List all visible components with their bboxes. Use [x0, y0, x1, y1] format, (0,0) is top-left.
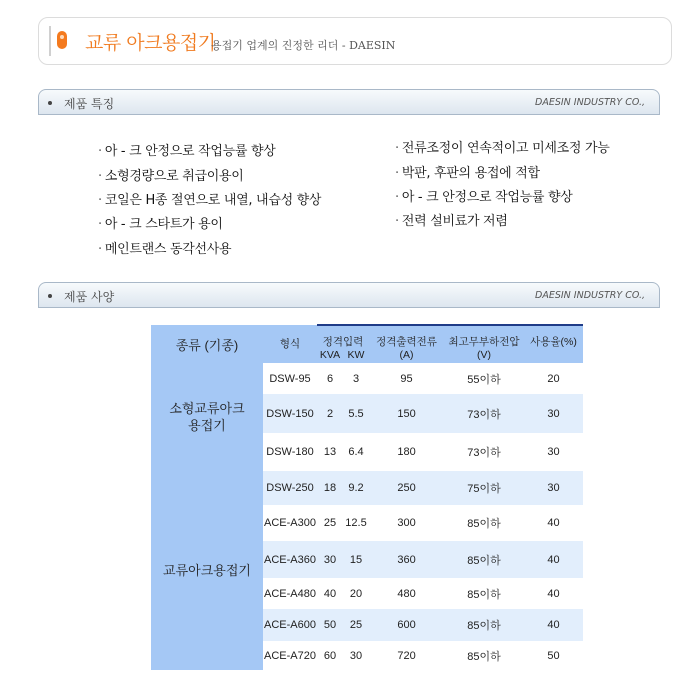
bullet-icon: [48, 101, 52, 105]
header-duty-blank: [524, 349, 583, 363]
cell-model: ACE-A720: [263, 641, 317, 670]
section-company: DAESIN INDUSTRY CO.,: [535, 97, 645, 108]
cell-voltage: 85이하: [444, 505, 524, 541]
cell-model: DSW-180: [263, 433, 317, 471]
cell-model: ACE-A360: [263, 541, 317, 578]
cell-kva: 13: [317, 433, 343, 471]
cell-current: 720: [369, 641, 444, 670]
cell-current: 360: [369, 541, 444, 578]
header-type: 종류 (기종): [151, 325, 263, 363]
cell-duty: 40: [524, 609, 583, 641]
cell-model: DSW-250: [263, 471, 317, 505]
cell-kva: 2: [317, 394, 343, 433]
cell-model: ACE-A600: [263, 609, 317, 641]
section-header-features: [38, 89, 660, 115]
section-header-specs: [38, 282, 660, 308]
header-kw: KW: [343, 349, 369, 363]
section-title: 제품 특징: [64, 97, 115, 111]
cell-kva: 50: [317, 609, 343, 641]
feature-item: · 소형경량으로 취급이용이: [98, 169, 244, 184]
header-output-current: 정격출력전류: [369, 325, 444, 349]
feature-item: · 코일은 H종 절연으로 내열, 내습성 향상: [98, 193, 322, 208]
cell-duty: 20: [524, 363, 583, 394]
category-small-ac-welder: 소형교류아크 용접기: [151, 363, 263, 471]
page-subtitle: 용접기 업계의 진정한 리더 - DAESIN: [211, 39, 396, 52]
cell-model: DSW-95: [263, 363, 317, 394]
title-banner: [38, 17, 672, 65]
header-duty: 사용율(%): [524, 325, 583, 349]
cell-kva: 25: [317, 505, 343, 541]
cell-kw: 25: [343, 609, 369, 641]
feature-item: · 아 - 크 스타트가 용이: [98, 217, 223, 232]
cell-current: 180: [369, 433, 444, 471]
cell-voltage: 85이하: [444, 541, 524, 578]
cell-kva: 18: [317, 471, 343, 505]
title-pill-icon: [57, 31, 67, 49]
cell-duty: 40: [524, 578, 583, 609]
cell-current: 480: [369, 578, 444, 609]
feature-item: · 아 - 크 안정으로 작업능률 향상: [98, 144, 276, 159]
header-model: 형식: [263, 325, 317, 363]
page-title: 교류 아크용접기: [85, 32, 216, 54]
header-voltage-unit: (V): [444, 349, 524, 363]
cell-voltage: 85이하: [444, 578, 524, 609]
feature-item: · 전력 설비료가 저렴: [395, 214, 508, 229]
cell-voltage: 75이하: [444, 471, 524, 505]
cell-kw: 15: [343, 541, 369, 578]
section-title: 제품 사양: [64, 290, 115, 304]
cell-kw: 12.5: [343, 505, 369, 541]
category-ac-welder: 교류아크용접기: [151, 471, 263, 670]
header-no-load-voltage: 최고무부하전압: [444, 325, 524, 349]
cell-current: 95: [369, 363, 444, 394]
cell-current: 300: [369, 505, 444, 541]
spec-table: [151, 324, 583, 670]
title-divider: [49, 26, 51, 56]
cell-voltage: 73이하: [444, 394, 524, 433]
cell-kva: 40: [317, 578, 343, 609]
cell-current: 250: [369, 471, 444, 505]
cell-model: ACE-A480: [263, 578, 317, 609]
cell-current: 150: [369, 394, 444, 433]
cell-current: 600: [369, 609, 444, 641]
header-kva: KVA: [317, 349, 343, 363]
cell-kva: 60: [317, 641, 343, 670]
feature-item: · 아 - 크 안정으로 작업능률 향상: [395, 190, 573, 205]
table-header-row: [151, 325, 583, 349]
cell-kw: 20: [343, 578, 369, 609]
cell-duty: 40: [524, 541, 583, 578]
cell-kw: 5.5: [343, 394, 369, 433]
cell-model: ACE-A300: [263, 505, 317, 541]
cell-duty: 40: [524, 505, 583, 541]
cell-duty: 50: [524, 641, 583, 670]
cell-voltage: 55이하: [444, 363, 524, 394]
bullet-icon: [48, 294, 52, 298]
cell-kva: 6: [317, 363, 343, 394]
cell-kw: 3: [343, 363, 369, 394]
cell-duty: 30: [524, 433, 583, 471]
cell-kw: 30: [343, 641, 369, 670]
cell-duty: 30: [524, 394, 583, 433]
cell-kw: 6.4: [343, 433, 369, 471]
feature-item: · 메인트랜스 동각선사용: [98, 242, 232, 257]
table-row: [151, 471, 583, 505]
feature-item: · 전류조정이 연속적이고 미세조정 가능: [395, 141, 610, 156]
section-company: DAESIN INDUSTRY CO.,: [535, 290, 645, 301]
table-row: [151, 363, 583, 394]
cell-voltage: 85이하: [444, 641, 524, 670]
header-input: 정격입력: [317, 325, 369, 349]
feature-item: · 박판, 후판의 용접에 적합: [395, 166, 540, 181]
cell-model: DSW-150: [263, 394, 317, 433]
cell-voltage: 73이하: [444, 433, 524, 471]
cell-voltage: 85이하: [444, 609, 524, 641]
cell-kw: 9.2: [343, 471, 369, 505]
cell-kva: 30: [317, 541, 343, 578]
header-output-unit: (A): [369, 349, 444, 363]
cell-duty: 30: [524, 471, 583, 505]
